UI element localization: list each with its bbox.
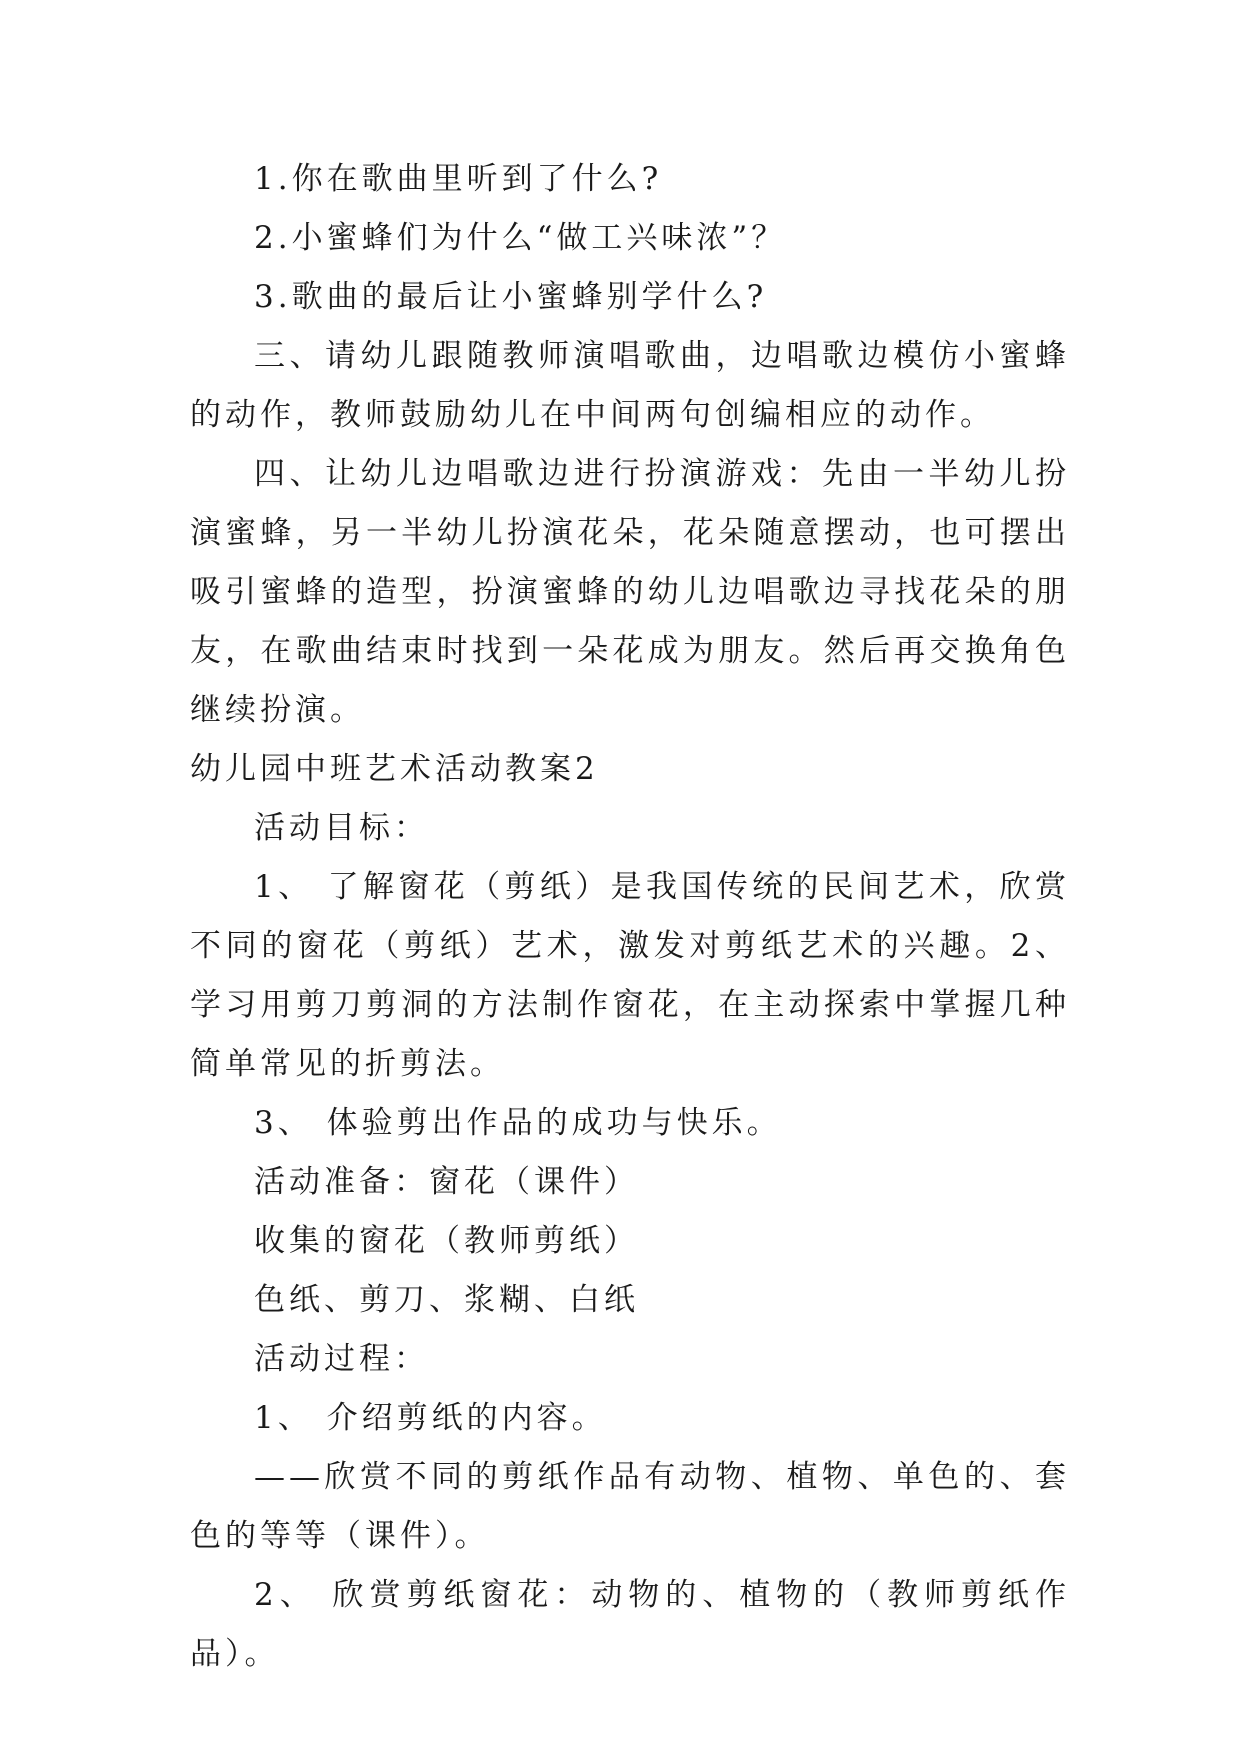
question-3: 3.歌曲的最后让小蜜蜂别学什么? xyxy=(254,279,768,315)
question-2: 2.小蜜蜂们为什么“做工兴味浓”？ xyxy=(254,220,787,256)
preparation-heading: 活动准备：窗花（课件） xyxy=(254,1164,639,1200)
section-title: 幼儿园中班艺术活动教案2 xyxy=(190,751,599,787)
question-1: 1.你在歌曲里听到了什么? xyxy=(254,161,663,197)
process-step-2: 2、 欣赏剪纸窗花：动物的、植物的（教师剪纸作品）。 xyxy=(190,1577,1070,1672)
process-step-1-detail: ——欣赏不同的剪纸作品有动物、植物、单色的、套色的等等（课件）。 xyxy=(190,1459,1070,1554)
objectives-heading: 活动目标： xyxy=(254,810,429,846)
objectives-1-2: 1、 了解窗花（剪纸）是我国传统的民间艺术，欣赏不同的窗花（剪纸）艺术，激发对剪纸艺术的兴趣。2、 学习用剪刀剪洞的方法制作窗花，在主动探索中掌握几种简单常见的折剪法。 xyxy=(190,869,1070,1082)
preparation-item-1: 收集的窗花（教师剪纸） xyxy=(254,1223,639,1259)
process-heading: 活动过程： xyxy=(254,1341,429,1377)
objective-3: 3、 体验剪出作品的成功与快乐。 xyxy=(254,1105,782,1141)
step-four-paragraph: 四、让幼儿边唱歌边进行扮演游戏：先由一半幼儿扮演蜜蜂，另一半幼儿扮演花朵，花朵随意摆动，也可摆出吸引蜜蜂的造型，扮演蜜蜂的幼儿边唱歌边寻找花朵的朋友，在歌曲结束时找到一朵花成为朋友。然后再交换角色继续扮演。 xyxy=(190,456,1070,728)
document-body xyxy=(190,150,1070,1684)
process-step-1: 1、 介绍剪纸的内容。 xyxy=(254,1400,607,1436)
preparation-item-2: 色纸、剪刀、浆糊、白纸 xyxy=(254,1282,639,1318)
step-three-paragraph: 三、请幼儿跟随教师演唱歌曲，边唱歌边模仿小蜜蜂的动作，教师鼓励幼儿在中间两句创编相应的动作。 xyxy=(190,338,1070,433)
